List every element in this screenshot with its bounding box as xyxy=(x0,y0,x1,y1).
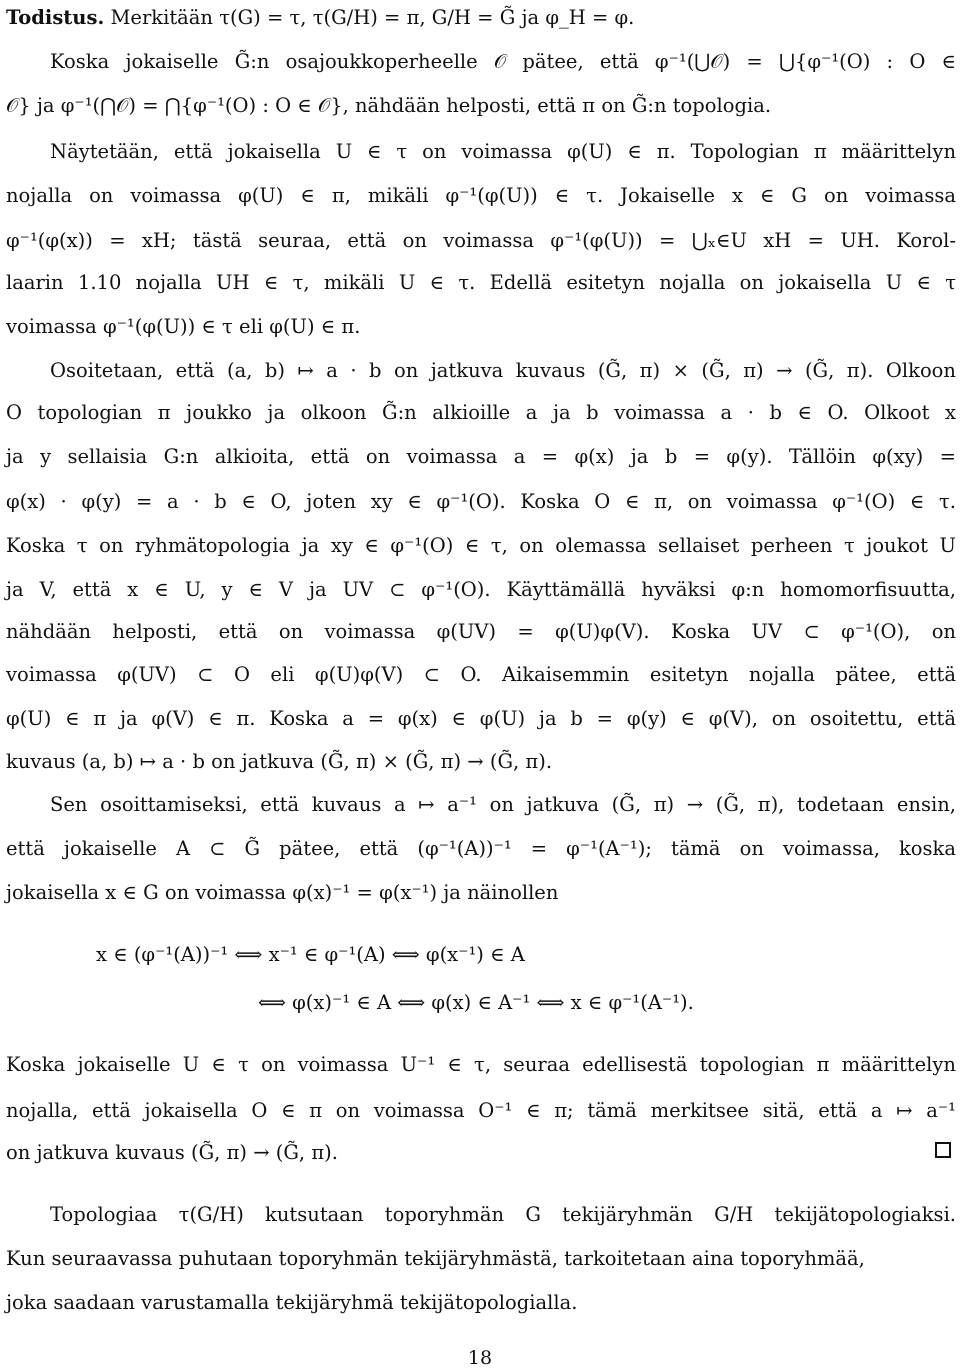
display-equation-1: x ∈ (φ⁻¹(A))⁻¹ ⟺ x⁻¹ ∈ φ⁻¹(A) ⟺ φ(x⁻¹) ∈ A xyxy=(96,943,525,966)
proof-line-13: Koska τ on ryhmätopologia ja xy ∈ φ⁻¹(O) ∈ τ, on olemassa sellaiset perheen τ joukot U xyxy=(6,534,956,557)
proof-line-5: nojalla on voimassa φ(U) ∈ π, mikäli φ⁻¹(φ(U)) ∈ τ. Jokaiselle x ∈ G on voimassa xyxy=(6,184,956,207)
proof-line-21: jokaisella x ∈ G on voimassa φ(x)⁻¹ = φ(x⁻¹) ja näinollen xyxy=(6,881,559,904)
proof-line-19: Sen osoittamiseksi, että kuvaus a ↦ a⁻¹ on jatkuva (G̃, π) → (G̃, π), todetaan ensin, xyxy=(50,793,956,816)
proof-line-15: nähdään helposti, että on voimassa φ(UV) = φ(U)φ(V). Koska UV ⊂ φ⁻¹(O), on xyxy=(6,620,956,643)
closing-line-1: Koska jokaiselle U ∈ τ on voimassa U⁻¹ ∈ τ, seuraa edellisestä topologian π määrittelyn xyxy=(6,1053,956,1076)
definition-line-3: joka saadaan varustamalla tekijäryhmä tekijätopologialla. xyxy=(6,1291,578,1314)
proof-head: Todistus. xyxy=(6,6,105,29)
proof-line-16: voimassa φ(UV) ⊂ O eli φ(U)φ(V) ⊂ O. Aikaisemmin esitetyn nojalla pätee, että xyxy=(6,663,956,686)
proof-line-14: ja V, että x ∈ U, y ∈ V ja UV ⊂ φ⁻¹(O). Käyttämällä hyväksi φ:n homomorfisuutta, xyxy=(6,578,956,601)
definition-line-2: Kun seuraavassa puhutaan toporyhmän tekijäryhmästä, tarkoitetaan aina toporyhmää, xyxy=(6,1247,865,1270)
definition-line-1: Topologiaa τ(G/H) kutsutaan toporyhmän G tekijäryhmän G/H tekijätopologiaksi. xyxy=(50,1203,956,1226)
proof-text: Merkitään τ(G) = τ, τ(G/H) = π, G/H = G̃ ja φ_H = φ. xyxy=(110,6,635,29)
qed-symbol xyxy=(935,1142,951,1158)
display-equation-2: ⟺ φ(x)⁻¹ ∈ A ⟺ φ(x) ∈ A⁻¹ ⟺ x ∈ φ⁻¹(A⁻¹). xyxy=(258,991,694,1014)
proof-line-8: voimassa φ⁻¹(φ(U)) ∈ τ eli φ(U) ∈ π. xyxy=(6,315,361,338)
closing-line-3: on jatkuva kuvaus (G̃, π) → (G̃, π). xyxy=(6,1141,338,1164)
proof-line-12: φ(x) · φ(y) = a · b ∈ O, joten xy ∈ φ⁻¹(O). Koska O ∈ π, on voimassa φ⁻¹(O) ∈ τ. xyxy=(6,490,956,513)
proof-line-2: Koska jokaiselle G̃:n osajoukkoperheelle 𝒪 pätee, että φ⁻¹(⋃𝒪) = ⋃{φ⁻¹(O) : O ∈ xyxy=(50,50,956,73)
proof-line-11: ja y sellaisia G:n alkioita, että on voimassa a = φ(x) ja b = φ(y). Tällöin φ(xy) = xyxy=(6,445,956,468)
proof-line-9: Osoitetaan, että (a, b) ↦ a · b on jatkuva kuvaus (G̃, π) × (G̃, π) → (G̃, π). Olkoon xyxy=(50,359,956,382)
closing-line-2: nojalla, että jokaisella O ∈ π on voimassa O⁻¹ ∈ π; tämä merkitsee sitä, että a ↦ a⁻¹ xyxy=(6,1099,956,1122)
proof-line-1 xyxy=(6,5,956,31)
page-number: 18 xyxy=(467,1347,493,1369)
proof-line-17: φ(U) ∈ π ja φ(V) ∈ π. Koska a = φ(x) ∈ φ(U) ja b = φ(y) ∈ φ(V), on osoitettu, että xyxy=(6,707,956,730)
proof-line-4: Näytetään, että jokaisella U ∈ τ on voimassa φ(U) ∈ π. Topologian π määrittelyn xyxy=(50,140,956,163)
proof-line-20: että jokaiselle A ⊂ G̃ pätee, että (φ⁻¹(A))⁻¹ = φ⁻¹(A⁻¹); tämä on voimassa, koska xyxy=(6,837,956,860)
proof-line-18: kuvaus (a, b) ↦ a · b on jatkuva (G̃, π) × (G̃, π) → (G̃, π). xyxy=(6,750,553,773)
proof-line-3: 𝒪} ja φ⁻¹(⋂𝒪) = ⋂{φ⁻¹(O) : O ∈ 𝒪}, nähdään helposti, että π on G̃:n topologia. xyxy=(6,94,772,117)
proof-line-10: O topologian π joukko ja olkoon G̃:n alkioille a ja b voimassa a · b ∈ O. Olkoot x xyxy=(6,401,956,424)
proof-line-7: laarin 1.10 nojalla UH ∈ τ, mikäli U ∈ τ. Edellä esitetyn nojalla on jokaisella U ∈ τ xyxy=(6,271,956,294)
proof-line-6: φ⁻¹(φ(x)) = xH; tästä seuraa, että on voimassa φ⁻¹(φ(U)) = ⋃ₓ∈U xH = UH. Korol- xyxy=(6,229,956,252)
